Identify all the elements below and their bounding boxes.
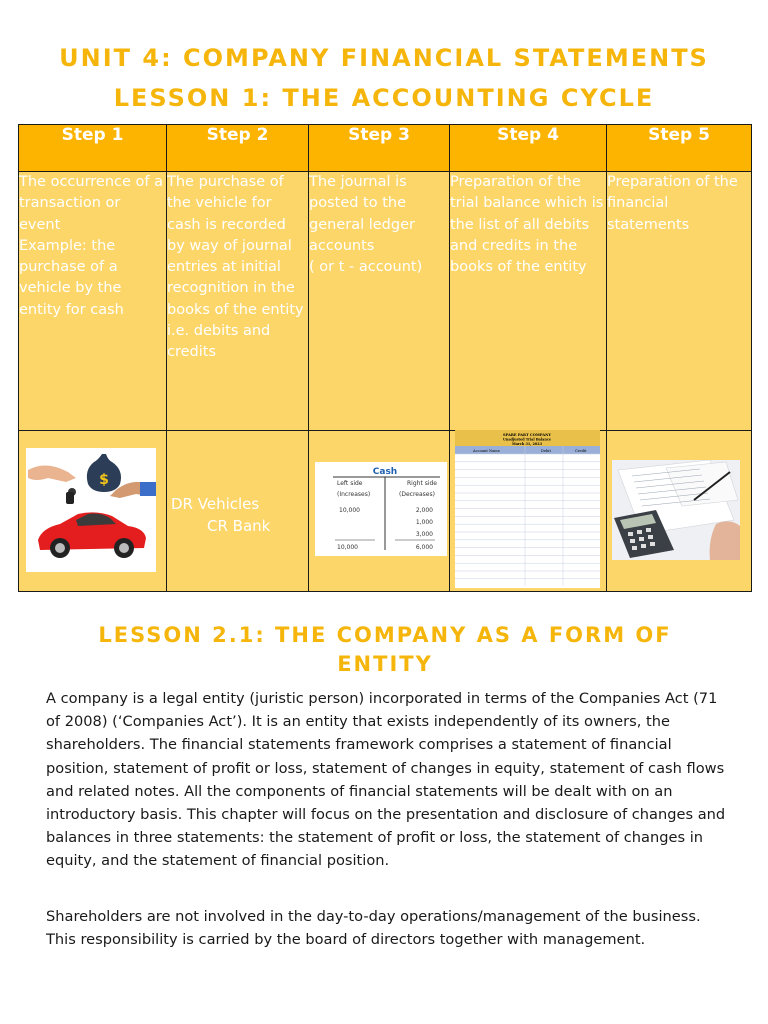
t-right-side: Right side bbox=[407, 480, 437, 487]
step-description: Preparation of the financial statements bbox=[607, 172, 752, 431]
journal-debit: DR Vehicles bbox=[171, 495, 260, 513]
intro-paragraph: A company is a legal entity (juristic person) incorporated in terms of the Companies Act (71 of 2008) (‘Companies Act’). It is an entity that exists independently of its owners, the shareholders. The financial statements framework comprises a statement of financial position, statement of profit or loss, statement of changes in equity, statement of cash flows and related notes. All the components of financial statements will be dealt with on an introductory basis. This chapter will focus on the presentation and disclosure of changes and balances in three statements: the statement of profit or loss, the statement of changes in equity, and the statement of financial position. bbox=[46, 690, 726, 870]
journal-credit: CR Bank bbox=[207, 517, 271, 535]
step-header: Step 4 bbox=[450, 125, 607, 172]
lesson1-title: LESSON 1: THE ACCOUNTING CYCLE bbox=[113, 84, 655, 112]
step-description: The purchase of the vehicle for cash is recorded by way of journal entries at initial recognition in the books of the entity i.e. debits and credits bbox=[167, 172, 309, 431]
t-account-title: Cash bbox=[372, 467, 398, 477]
unit-title: UNIT 4: COMPANY FINANCIAL STATEMENTS bbox=[59, 44, 709, 72]
t-left-side: Left side bbox=[337, 480, 363, 487]
step-description: The occurrence of a transaction or event Example: the purchase of a vehicle by the entity for cash bbox=[19, 172, 167, 431]
trial-balance-header: Debit bbox=[541, 449, 551, 453]
calculator-documents-photo bbox=[612, 460, 740, 560]
step-header: Step 3 bbox=[309, 125, 450, 172]
step-header: Step 1 bbox=[19, 125, 167, 172]
t-left-total: 10,000 bbox=[337, 544, 358, 551]
trial-balance-date: March 31, 2023 bbox=[512, 442, 542, 446]
t-right-note: (Decreases) bbox=[399, 491, 435, 498]
t-right-total: 6,000 bbox=[415, 544, 433, 551]
t-left-note: (Increases) bbox=[337, 491, 371, 498]
step-header: Step 5 bbox=[607, 125, 752, 172]
trial-balance-company: SPARE PART COMPANY bbox=[503, 433, 551, 437]
svg-text:$: $ bbox=[99, 472, 109, 488]
car-purchase-illustration bbox=[26, 448, 156, 572]
t-right-value: 3,000 bbox=[415, 531, 433, 538]
trial-balance-thumbnail bbox=[455, 430, 600, 588]
step-header: Step 2 bbox=[167, 125, 309, 172]
shareholders-paragraph: Shareholders are not involved in the day-to-day operations/management of the business. This responsibility is carried by the board of directors together with management. bbox=[46, 908, 701, 949]
step-description: The journal is posted to the general ledger accounts ( or t - account) bbox=[309, 172, 450, 431]
step-description: Preparation of the trial balance which is the list of all debits and credits in the books of the entity bbox=[450, 172, 607, 431]
trial-balance-header: Account Name bbox=[473, 449, 500, 453]
t-account-diagram bbox=[315, 462, 447, 556]
trial-balance-subtitle: Unadjusted Trial Balance bbox=[502, 437, 552, 442]
trial-balance-header: Credit bbox=[575, 449, 587, 453]
step2-journal-cell bbox=[167, 431, 309, 592]
t-left-value: 10,000 bbox=[339, 507, 360, 514]
t-right-value: 1,000 bbox=[415, 519, 433, 526]
lesson2-title: LESSON 2.1: THE COMPANY AS A FORM OF ENTITY bbox=[98, 623, 672, 676]
t-right-value: 2,000 bbox=[415, 507, 433, 514]
